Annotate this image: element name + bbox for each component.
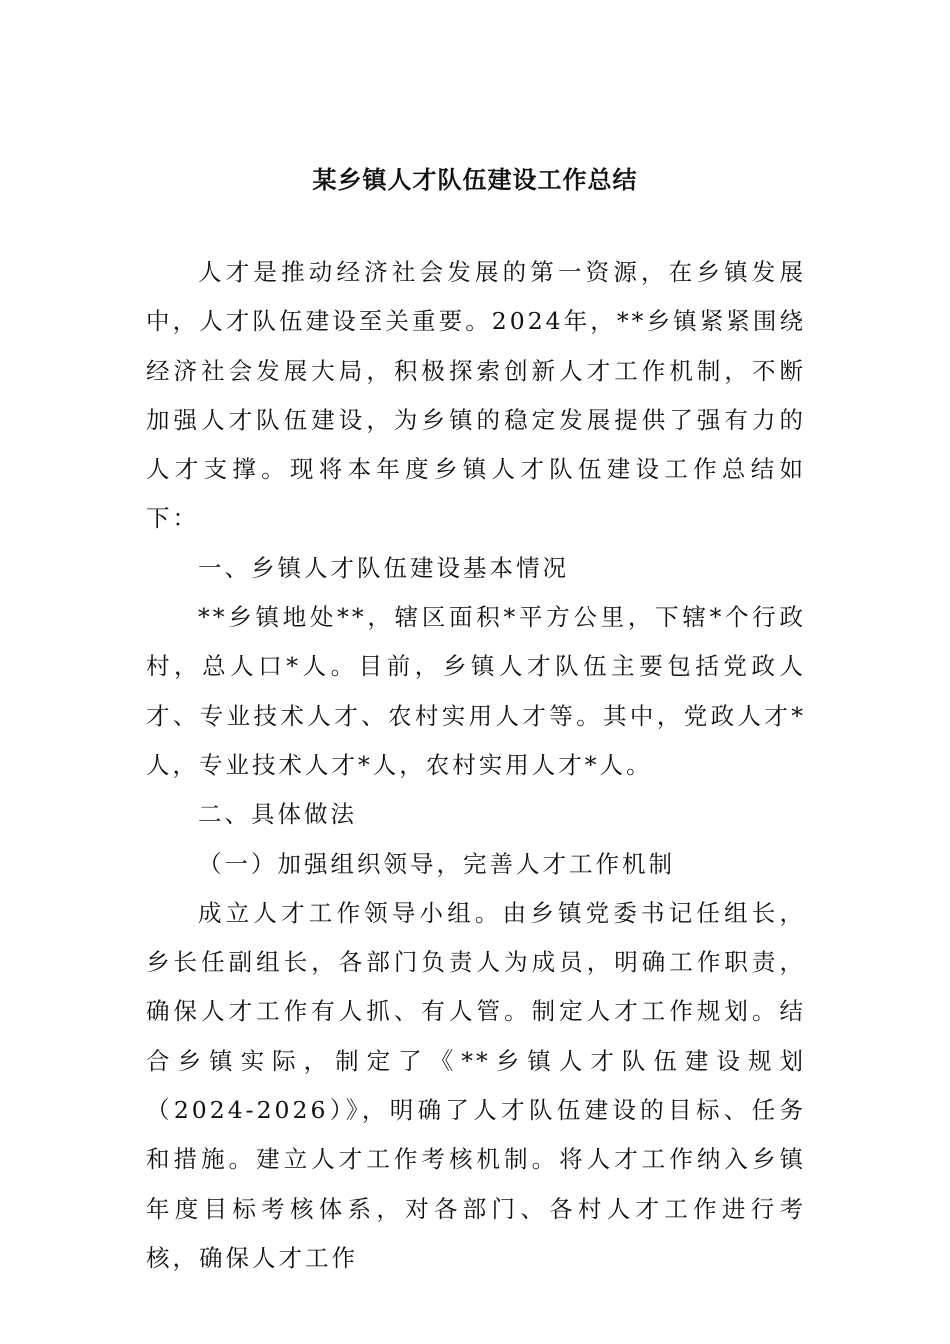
intro-paragraph: 人才是推动经济社会发展的第一资源，在乡镇发展中，人才队伍建设至关重要。2024年，**乡镇紧紧围绕经济社会发展大局，积极探索创新人才工作机制，不断加强人才队伍建设，为乡镇的稳定发展提供了强有力的人才支撑。现将本年度乡镇人才队伍建设工作总结如下： <box>146 258 806 533</box>
section-heading-basic-situation: 一、乡镇人才队伍建设基本情况 <box>198 553 569 582</box>
organization-paragraph: 成立人才工作领导小组。由乡镇党委书记任组长，乡长任副组长，各部门负责人为成员，明确工作职责，确保人才工作有人抓、有人管。制定人才工作规划。结合乡镇实际，制定了《**乡镇人才队伍建设规划（2024-2026）》，明确了人才队伍建设的目标、任务和措施。建立人才工作考核机制。将人才工作纳入乡镇年度目标考核体系，对各部门、各村人才工作进行考核，确保人才工作 <box>146 898 806 1272</box>
document-title: 某乡镇人才队伍建设工作总结 <box>312 166 638 194</box>
section-heading-methods: 二、具体做法 <box>198 800 357 829</box>
document-body <box>146 248 806 1283</box>
basic-situation-paragraph: **乡镇地处**，辖区面积*平方公里，下辖*个行政村，总人口*人。目前，乡镇人才队伍主要包括党政人才、专业技术人才、农村实用人才等。其中，党政人才*人，专业技术人才*人，农村实用人才*人。 <box>146 603 806 779</box>
subsection-heading-organization: （一）加强组织领导，完善人才工作机制 <box>198 849 675 878</box>
